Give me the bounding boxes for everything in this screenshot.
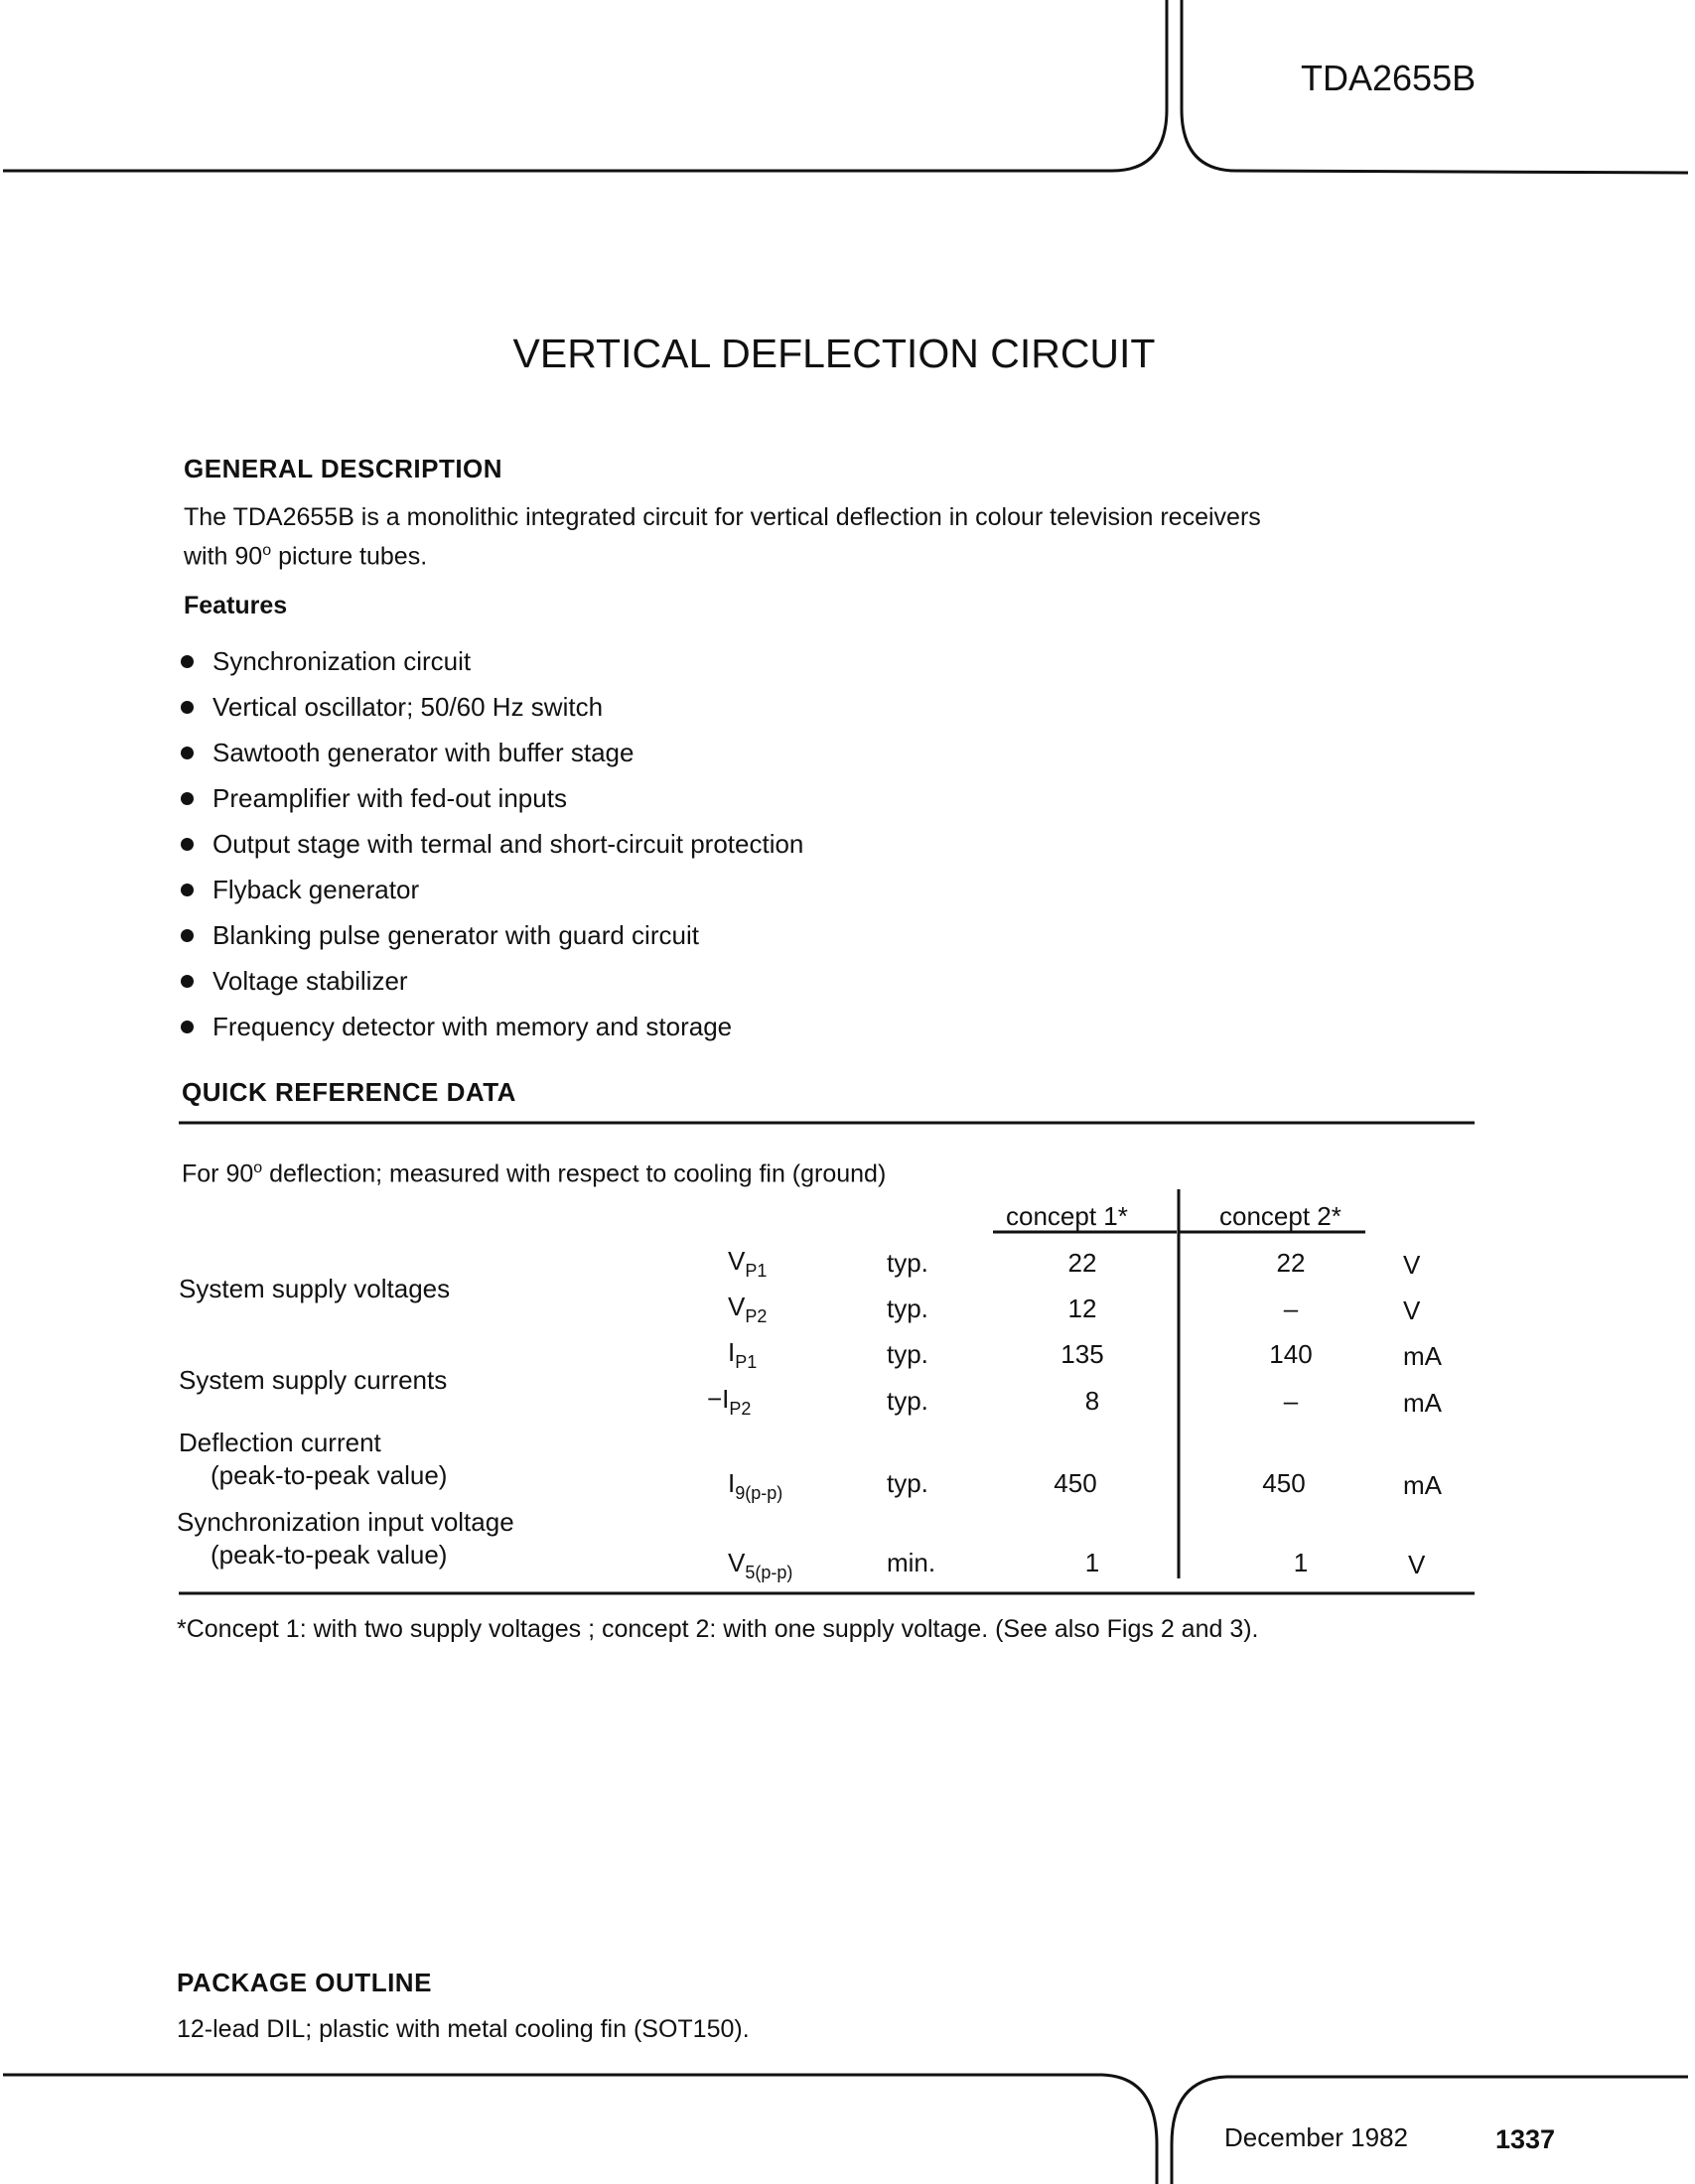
label-supply-voltages: System supply voltages: [179, 1274, 451, 1303]
value-c2-v5pp: 1: [1293, 1548, 1309, 1577]
table-footnote: *Concept 1: with two supply voltages ; concept 2: with one supply voltage. (See also Figs 2 and 3).: [177, 1615, 1259, 1643]
general-description-heading: GENERAL DESCRIPTION: [184, 454, 503, 483]
unit-v5pp: V: [1408, 1550, 1426, 1579]
symbol-ip2: $-I_{P2}$: [707, 1384, 752, 1419]
value-c2-vp2: –: [1283, 1294, 1299, 1323]
col-header-concept-1: concept 1*: [1006, 1201, 1128, 1231]
bullet-icon: [181, 975, 194, 988]
bullet-icon: [181, 838, 194, 851]
symbol-vp2: $V_{P2}$: [728, 1292, 768, 1326]
label-deflection-current-note: (peak-to-peak value): [211, 1460, 448, 1490]
feature-item: Output stage with termal and short-circuit protection: [179, 829, 803, 875]
symbol-i9pp: $I_{9(p-p)}$: [728, 1468, 783, 1503]
feature-item: Frequency detector with memory and storage: [179, 1012, 803, 1057]
footer-date: December 1982: [1224, 2122, 1408, 2152]
feature-item: Vertical oscillator; 50/60 Hz switch: [179, 692, 803, 738]
features-heading: Features: [184, 592, 288, 619]
footer-left-rule: [3, 2075, 1157, 2184]
description-line-2: with 90$^o$ picture tubes.: [184, 542, 428, 571]
label-sync-input-voltage: Synchronization input voltage: [177, 1507, 514, 1537]
label-sync-input-voltage-note: (peak-to-peak value): [211, 1540, 448, 1570]
label-supply-currents: System supply currents: [179, 1365, 448, 1395]
unit-vp2: V: [1403, 1296, 1421, 1325]
value-c2-ip2: –: [1283, 1386, 1299, 1416]
value-c2-vp1: 22: [1276, 1248, 1306, 1278]
feature-item: Blanking pulse generator with guard circuit: [179, 920, 803, 966]
value-c1-i9pp: 450: [1054, 1468, 1097, 1498]
bullet-icon: [181, 884, 194, 896]
cond-v5pp: min.: [887, 1548, 936, 1577]
bullet-icon: [181, 929, 194, 942]
symbol-vp1: $V_{P1}$: [728, 1246, 768, 1281]
feature-item: Sawtooth generator with buffer stage: [179, 738, 803, 783]
symbol-v5pp: $V_{5(p-p)}$: [728, 1548, 793, 1582]
value-c1-vp2: 12: [1067, 1294, 1097, 1323]
package-outline-heading: PACKAGE OUTLINE: [177, 1968, 432, 1997]
col-header-concept-2: concept 2*: [1219, 1201, 1342, 1231]
header-left-rule: [3, 0, 1167, 171]
symbol-ip1: $I_{P1}$: [728, 1337, 758, 1372]
part-number: TDA2655B: [1301, 58, 1477, 98]
cond-vp2: typ.: [887, 1294, 928, 1323]
bullet-icon: [181, 747, 194, 759]
cond-ip1: typ.: [887, 1339, 928, 1369]
value-c1-ip2: 8: [1084, 1386, 1100, 1416]
bullet-icon: [181, 655, 194, 668]
cond-ip2: typ.: [887, 1386, 928, 1416]
feature-item: Flyback generator: [179, 875, 803, 920]
page-number: 1337: [1495, 2124, 1556, 2154]
cond-vp1: typ.: [887, 1248, 928, 1278]
value-c2-ip1: 140: [1269, 1339, 1313, 1369]
unit-vp1: V: [1403, 1250, 1421, 1280]
value-c1-v5pp: 1: [1084, 1548, 1100, 1577]
label-deflection-current: Deflection current: [179, 1428, 381, 1457]
bullet-icon: [181, 1021, 194, 1033]
unit-ip2: mA: [1403, 1388, 1442, 1418]
page-title: VERTICAL DEFLECTION CIRCUIT: [512, 331, 1156, 376]
cond-i9pp: typ.: [887, 1468, 928, 1498]
bullet-icon: [181, 701, 194, 714]
features-list: [179, 646, 803, 1057]
feature-item: Preamplifier with fed-out inputs: [179, 783, 803, 829]
value-c1-ip1: 135: [1060, 1339, 1104, 1369]
feature-item: Voltage stabilizer: [179, 966, 803, 1012]
value-c2-i9pp: 450: [1262, 1468, 1306, 1498]
quick-reference-intro: For 90$^o$ deflection; measured with respect to cooling fin (ground): [182, 1160, 887, 1188]
bullet-icon: [181, 792, 194, 805]
unit-ip1: mA: [1403, 1341, 1442, 1371]
quick-reference-heading: QUICK REFERENCE DATA: [182, 1077, 516, 1107]
description-line-1: The TDA2655B is a monolithic integrated circuit for vertical deflection in colour television receivers: [184, 503, 1261, 531]
value-c1-vp1: 22: [1067, 1248, 1097, 1278]
package-outline-text: 12-lead DIL; plastic with metal cooling fin (SOT150).: [177, 2015, 750, 2043]
unit-i9pp: mA: [1403, 1470, 1442, 1500]
general-description-text: [184, 501, 1504, 573]
feature-item: Synchronization circuit: [179, 646, 803, 692]
